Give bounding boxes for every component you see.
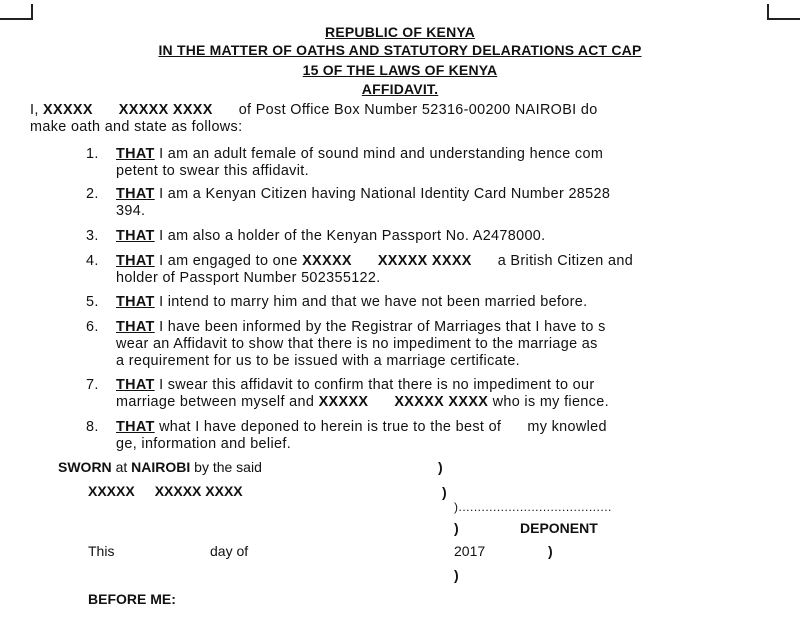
crop-mark-left-horizontal <box>0 18 33 20</box>
day-of-label: day of <box>210 543 249 559</box>
intro-name-first: XXXXX <box>43 102 93 118</box>
sworn-place: NAIROBI <box>131 459 191 475</box>
item-text-cont: ge, information and belief. <box>116 436 292 452</box>
item-text-cont: 394. <box>116 203 146 219</box>
item-number: 7. <box>86 377 99 393</box>
header-republic: REPUBLIC OF KENYA <box>325 24 475 40</box>
that-keyword: THAT <box>116 294 155 310</box>
header-laws: 15 OF THE LAWS OF KENYA <box>302 62 498 78</box>
item-text-cont: wear an Affidavit to show that there is no impediment to the marriage as <box>116 336 598 352</box>
item-number: 4. <box>86 253 99 269</box>
item-text-tail: a British Citizen and <box>497 253 634 269</box>
paren-3: ) <box>454 520 459 536</box>
that-keyword: THAT <box>116 319 155 335</box>
intro-line-1 <box>30 102 598 118</box>
item-text: I am a Kenyan Citizen having National Identity Card Number 28528 <box>159 186 611 202</box>
sworn-at: at <box>115 459 128 475</box>
fiance-name-last: XXXXX XXXX <box>394 394 489 410</box>
fiance-name-last: XXXXX XXXX <box>377 253 472 269</box>
crop-mark-right-horizontal <box>767 18 800 20</box>
item-text: I swear this affidavit to confirm that there is no impediment to our <box>159 377 595 393</box>
deponent-name <box>88 483 243 499</box>
that-keyword: THAT <box>116 186 155 202</box>
header-act-title: IN THE MATTER OF OATHS AND STATUTORY DELARATIONS ACT CAP <box>158 42 642 58</box>
item-text: I intend to marry him and that we have not been married before. <box>159 294 588 310</box>
sworn-by: by the said <box>194 459 262 475</box>
this-label: This <box>88 543 115 559</box>
paren-2: ) <box>442 484 447 500</box>
intro-line-2: make oath and state as follows: <box>30 119 243 135</box>
item-number: 3. <box>86 228 99 244</box>
item-number: 1. <box>86 146 99 162</box>
item-text: I have been informed by the Registrar of Marriages that I have to s <box>159 319 606 335</box>
item-text: I am an adult female of sound mind and understanding hence com <box>159 146 604 162</box>
deponent-name-last: XXXXX XXXX <box>154 483 243 499</box>
fiance-name-first: XXXXX <box>302 253 352 269</box>
item-text: I am also a holder of the Kenyan Passport No. A2478000. <box>159 228 546 244</box>
deponent-label: DEPONENT <box>520 520 598 536</box>
that-keyword: THAT <box>116 228 155 244</box>
deponent-name-first: XXXXX <box>88 483 135 499</box>
fiance-name-first: XXXXX <box>318 394 369 410</box>
sworn-line <box>58 459 262 475</box>
paren-1: ) <box>438 459 443 475</box>
intro-prefix: I, <box>30 102 44 118</box>
item-text-cont: marriage between myself and <box>116 394 315 410</box>
that-keyword: THAT <box>116 253 155 269</box>
before-me-label: BEFORE ME: <box>88 591 176 607</box>
intro-address: of Post Office Box Number 52316-00200 NAIROBI do <box>238 102 598 118</box>
paren-5: ) <box>454 567 459 583</box>
item-text-cont: holder of Passport Number 502355122. <box>116 270 381 286</box>
item-text-cont: petent to swear this affidavit. <box>116 163 309 179</box>
that-keyword: THAT <box>116 146 155 162</box>
signature-dots: )........................................ <box>454 500 612 514</box>
item-text-tail: who is my fience. <box>492 394 609 410</box>
that-keyword: THAT <box>116 419 155 435</box>
item-text: I am engaged to one <box>159 253 298 269</box>
item-text: what I have deponed to herein is true to the best of my knowled <box>159 419 607 435</box>
item-text-cont-2: a requirement for us to be issued with a marriage certificate. <box>116 353 521 369</box>
that-keyword: THAT <box>116 377 155 393</box>
year-value: 2017 <box>454 543 486 559</box>
item-number: 8. <box>86 419 99 435</box>
item-number: 5. <box>86 294 99 310</box>
intro-name-last: XXXXX XXXX <box>118 102 213 118</box>
sworn-word: SWORN <box>58 459 112 475</box>
item-number: 6. <box>86 319 99 335</box>
paren-4: ) <box>548 543 553 559</box>
header-affidavit: AFFIDAVIT. <box>361 81 439 97</box>
item-number: 2. <box>86 186 99 202</box>
